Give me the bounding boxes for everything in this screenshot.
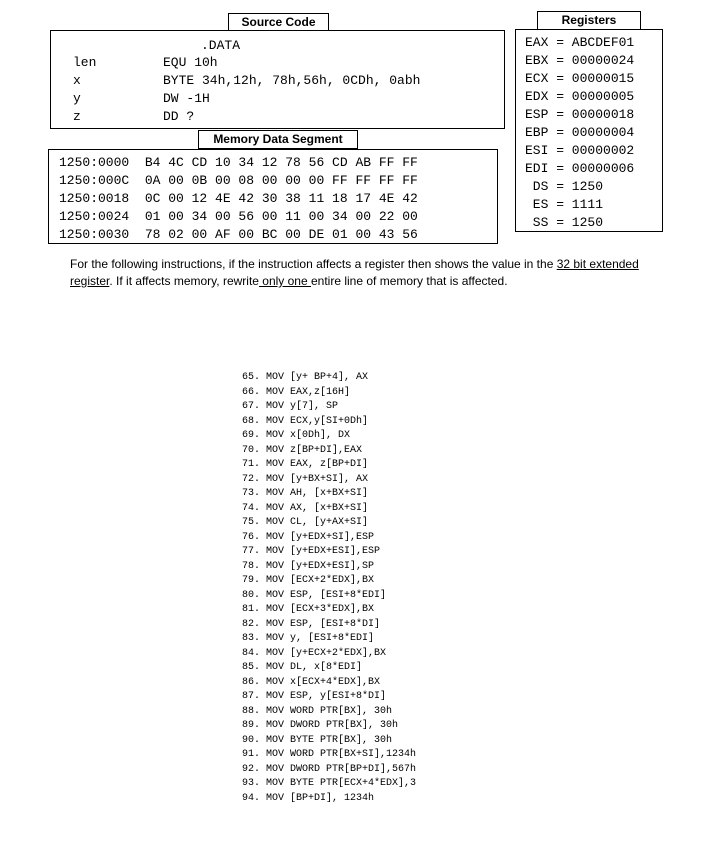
register-row: EBX = 00000024	[525, 53, 635, 68]
register-row: SS = 1250	[525, 215, 604, 230]
question-item: 73. MOV AH, [x+BX+SI]	[242, 488, 369, 499]
question-item: 94. MOV [BP+DI], 1234h	[242, 792, 375, 804]
source-code-panel	[50, 30, 505, 129]
question-item: 77. MOV [y+EDX+ESI],ESP	[242, 546, 381, 557]
memory-row: 1250:0000 B4 4C CD 10 34 12 78 56 CD AB FF FF	[59, 155, 418, 170]
memory-row: 1250:000C 0A 00 0B 00 08 00 00 00 FF FF FF FF	[59, 173, 418, 188]
question-item: 67. MOV y[7], SP	[242, 401, 339, 412]
register-row: ESP = 00000018	[525, 107, 635, 122]
register-row: ESI = 00000002	[525, 143, 635, 158]
question-item: 66. MOV EAX,z[16H]	[242, 386, 351, 398]
memory-row: 1250:0024 01 00 34 00 56 00 11 00 34 00 22 00	[59, 209, 418, 224]
source-line-z: DD ?	[163, 109, 195, 124]
question-item: 84. MOV [y+ECX+2*EDX],BX	[242, 647, 387, 659]
question-item: 82. MOV ESP, [ESI+8*DI]	[242, 618, 381, 630]
registers-panel	[515, 29, 663, 232]
question-item: 91. MOV WORD PTR[BX+SI],1234h	[242, 749, 417, 760]
question-item: 78. MOV [y+EDX+ESI],SP	[242, 560, 375, 572]
source-line-y: DW -1H	[163, 91, 210, 106]
question-item: 92. MOV DWORD PTR[BP+DI],567h	[242, 763, 417, 775]
question-item: 70. MOV z[BP+DI],EAX	[242, 444, 363, 456]
register-row: ECX = 00000015	[525, 71, 635, 86]
register-row: EDX = 00000005	[525, 89, 635, 104]
question-item: 76. MOV [y+EDX+SI],ESP	[242, 531, 375, 543]
register-row: EAX = ABCDEF01	[525, 35, 635, 50]
question-item: 89. MOV DWORD PTR[BX], 30h	[242, 720, 399, 731]
question-item: 65. MOV [y+ BP+4], AX	[242, 372, 369, 383]
question-item: 75. MOV CL, [y+AX+SI]	[242, 517, 369, 528]
register-row: EDI = 00000006	[525, 161, 635, 176]
source-label-x: x	[73, 73, 81, 88]
question-item: 69. MOV x[0Dh], DX	[242, 430, 351, 441]
question-item: 80. MOV ESP, [ESI+8*EDI]	[242, 589, 387, 601]
register-row: DS = 1250	[525, 179, 604, 194]
instructions-part5: entire line of memory that is affected.	[311, 274, 508, 288]
source-label-y: y	[73, 91, 81, 106]
register-row: EBP = 00000004	[525, 125, 635, 140]
source-label-z: z	[73, 109, 81, 124]
question-item: 72. MOV [y+BX+SI], AX	[242, 473, 369, 485]
instructions-extended-register: 32 bit extended register	[70, 257, 639, 288]
source-line-len: EQU 10h	[163, 55, 218, 70]
memory-title: Memory Data Segment	[198, 130, 358, 149]
memory-row: 1250:0030 78 02 00 AF 00 BC 00 DE 01 00 43 56	[59, 227, 418, 242]
source-label-len: len	[73, 55, 97, 70]
question-item: 85. MOV DL, x[8*EDI]	[242, 662, 363, 673]
question-item: 86. MOV x[ECX+4*EDX],BX	[242, 676, 381, 688]
question-item: 71. MOV EAX, z[BP+DI]	[242, 459, 369, 470]
instructions-text	[70, 256, 640, 290]
memory-panel	[48, 149, 498, 244]
question-item: 68. MOV ECX,y[SI+0Dh]	[242, 415, 369, 427]
question-item: 81. MOV [ECX+3*EDX],BX	[242, 604, 375, 615]
source-code-title: Source Code	[228, 13, 329, 31]
source-line-x: BYTE 34h,12h, 78h,56h, 0CDh, 0abh	[163, 73, 421, 88]
instructions-part1: For the following instructions, if the instruction affects a register then shows the value in the	[70, 257, 557, 271]
register-row: ES = 1111	[525, 197, 604, 212]
question-item: 93. MOV BYTE PTR[ECX+4*EDX],3	[242, 778, 417, 789]
question-item: 74. MOV AX, [x+BX+SI]	[242, 502, 369, 514]
question-item: 90. MOV BYTE PTR[BX], 30h	[242, 734, 393, 746]
registers-title: Registers	[537, 11, 641, 30]
question-item: 88. MOV WORD PTR[BX], 30h	[242, 705, 393, 717]
source-line-data: .DATA	[201, 38, 241, 53]
question-item: 87. MOV ESP, y[ESI+8*DI]	[242, 691, 387, 702]
question-item: 83. MOV y, [ESI+8*EDI]	[242, 633, 375, 644]
instructions-only-one: only one	[258, 274, 311, 288]
instructions-part3: . If it affects memory, rewrite	[109, 274, 259, 288]
question-item: 79. MOV [ECX+2*EDX],BX	[242, 575, 375, 586]
memory-row: 1250:0018 0C 00 12 4E 42 30 38 11 18 17 4E 42	[59, 191, 418, 206]
